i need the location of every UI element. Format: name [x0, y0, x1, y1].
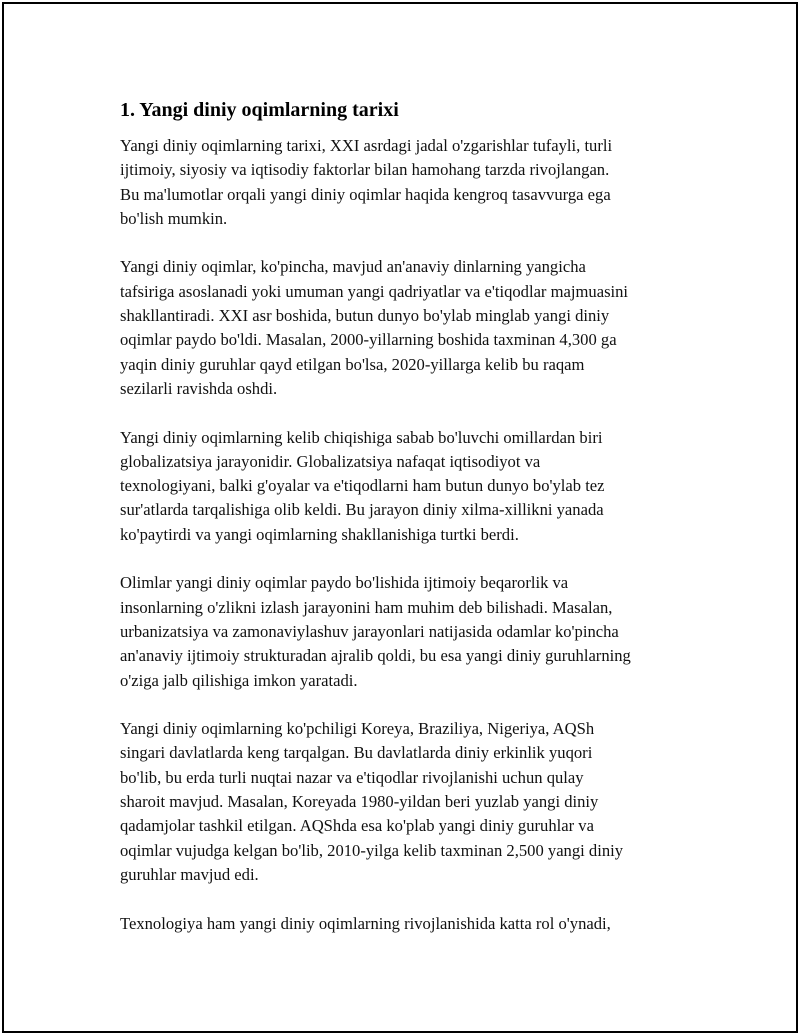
paragraph — [120, 717, 700, 887]
text-line: Olimlar yangi diniy oqimlar paydo bo'lishida ijtimoiy beqarorlik va — [120, 573, 569, 593]
paragraph — [120, 571, 700, 692]
text-line: qadamjolar tashkil etilgan. AQShda esa ko'plab yangi diniy guruhlar va — [120, 816, 594, 836]
text-line: globalizatsiya jarayonidir. Globalizatsiya nafaqat iqtisodiyot va — [120, 451, 541, 471]
text-line: Texnologiya ham yangi diniy oqimlarning rivojlanishida katta rol o'ynadi, — [120, 913, 611, 933]
paragraph — [120, 912, 700, 936]
text-line: yaqin diniy guruhlar qayd etilgan bo'lsa, 2020-yillarga kelib bu raqam — [120, 354, 585, 374]
text-line: oqimlar paydo bo'ldi. Masalan, 2000-yillarning boshida taxminan 4,300 ga — [120, 330, 617, 350]
paragraph — [120, 255, 700, 401]
text-line: singari davlatlarda keng tarqalgan. Bu davlatlarda diniy erkinlik yuqori — [120, 743, 593, 763]
paragraph — [120, 134, 700, 231]
text-line: insonlarning o'zlikni izlash jarayonini ham muhim deb bilishadi. Masalan, — [120, 597, 613, 617]
text-line: bo'lish mumkin. — [120, 208, 228, 228]
text-line: bo'lib, bu erda turli nuqtai nazar va e'tiqodlar rivojlanishi uchun qulay — [120, 767, 584, 787]
section-title: 1. Yangi diniy oqimlarning tarixi — [120, 99, 399, 121]
text-line: Bu ma'lumotlar orqali yangi diniy oqimlar haqida kengroq tasavvurga ega — [120, 184, 611, 204]
text-line: guruhlar mavjud edi. — [120, 864, 259, 884]
text-line: Yangi diniy oqimlar, ko'pincha, mavjud an'anaviy dinlarning yangicha — [120, 257, 586, 277]
text-line: an'anaviy ijtimoiy strukturadan ajralib qoldi, bu esa yangi diniy guruhlarning — [120, 646, 631, 666]
text-line: urbanizatsiya va zamonaviylashuv jarayonlari natijasida odamlar ko'pincha — [120, 621, 619, 641]
text-line: Yangi diniy oqimlarning kelib chiqishiga sabab bo'luvchi omillardan biri — [120, 427, 603, 447]
text-line: oqimlar vujudga kelgan bo'lib, 2010-yilga kelib taxminan 2,500 yangi diniy — [120, 840, 624, 860]
document-content — [120, 96, 700, 960]
text-line: texnologiyani, balki g'oyalar va e'tiqodlarni ham butun dunyo bo'ylab tez — [120, 476, 605, 496]
text-line: sur'atlarda tarqalishiga olib keldi. Bu jarayon diniy xilma-xillikni yanada — [120, 500, 604, 520]
document-page — [2, 2, 798, 1033]
text-line: ijtimoiy, siyosiy va iqtisodiy faktorlar bilan hamohang tarzda rivojlangan. — [120, 160, 610, 180]
text-line: o'ziga jalb qilishiga imkon yaratadi. — [120, 670, 358, 690]
paragraph — [120, 426, 700, 547]
text-line: sezilarli ravishda oshdi. — [120, 378, 278, 398]
text-line: tafsiriga asoslanadi yoki umuman yangi qadriyatlar va e'tiqodlar majmuasini — [120, 281, 629, 301]
text-line: Yangi diniy oqimlarning tarixi, XXI asrdagi jadal o'zgarishlar tufayli, turli — [120, 136, 613, 155]
text-line: ko'paytirdi va yangi oqimlarning shakllanishiga turtki berdi. — [120, 524, 519, 544]
text-line: Yangi diniy oqimlarning ko'pchiligi Koreya, Braziliya, Nigeriya, AQSh — [120, 719, 595, 739]
text-line: sharoit mavjud. Masalan, Koreyada 1980-yildan beri yuzlab yangi diniy — [120, 792, 599, 812]
text-line: shakllantiradi. XXI asr boshida, butun dunyo bo'ylab minglab yangi diniy — [120, 306, 610, 326]
